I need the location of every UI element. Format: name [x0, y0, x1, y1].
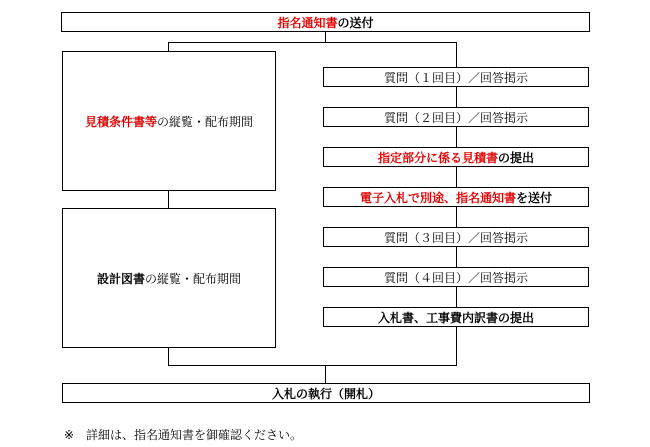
step-2-text: 質問（２回目）／回答掲示 — [383, 110, 528, 125]
top-rest-text: の送付 — [337, 15, 374, 30]
step-3-rest-text: の提出 — [498, 150, 535, 165]
step-4-red-text: 電子入札で別途、指名通知書 — [359, 190, 516, 205]
step-5-text: 質問（３回目）／回答掲示 — [383, 230, 528, 245]
left-box-1-rest-text: の縦覧・配布期間 — [157, 114, 254, 129]
step-5 — [323, 227, 589, 247]
top-red-text: 指名通知書 — [277, 15, 338, 30]
left-box-2 — [62, 208, 276, 348]
step-1-text: 質問（１回目）／回答掲示 — [383, 70, 528, 85]
connector-top-horizontal — [168, 42, 457, 43]
step-6-text: 質問（４回目）／回答掲示 — [383, 270, 528, 285]
connector-bottom-vertical — [325, 365, 326, 383]
step-7-text: 入札書、工事費内訳書の提出 — [377, 310, 534, 325]
connector-left-bottom — [168, 347, 169, 365]
step-1 — [323, 67, 589, 87]
left-box-2-bold-text: 設計図書 — [96, 271, 145, 286]
footnote: ※ 詳細は、指名通知書を御確認ください。 — [64, 428, 303, 442]
connector-top-vertical — [325, 31, 326, 42]
bottom-text: 入札の執行（開札） — [271, 386, 380, 401]
step-3 — [323, 147, 589, 167]
step-6 — [323, 267, 589, 287]
step-3-red-text: 指定部分に係る見積書 — [377, 150, 498, 165]
connector-left-top — [168, 42, 169, 51]
step-7 — [323, 307, 589, 327]
connector-bottom-horizontal — [168, 365, 457, 366]
step-2 — [323, 107, 589, 127]
step-4-rest-text: を送付 — [516, 190, 553, 205]
connector-left-middle — [168, 190, 169, 208]
bottom-box — [62, 383, 590, 403]
step-4 — [323, 187, 589, 207]
left-box-1-red-text: 見積条件書等 — [84, 114, 157, 129]
left-box-1 — [62, 51, 276, 191]
left-box-2-rest-text: の縦覧・配布期間 — [145, 271, 242, 286]
top-box — [61, 12, 590, 32]
